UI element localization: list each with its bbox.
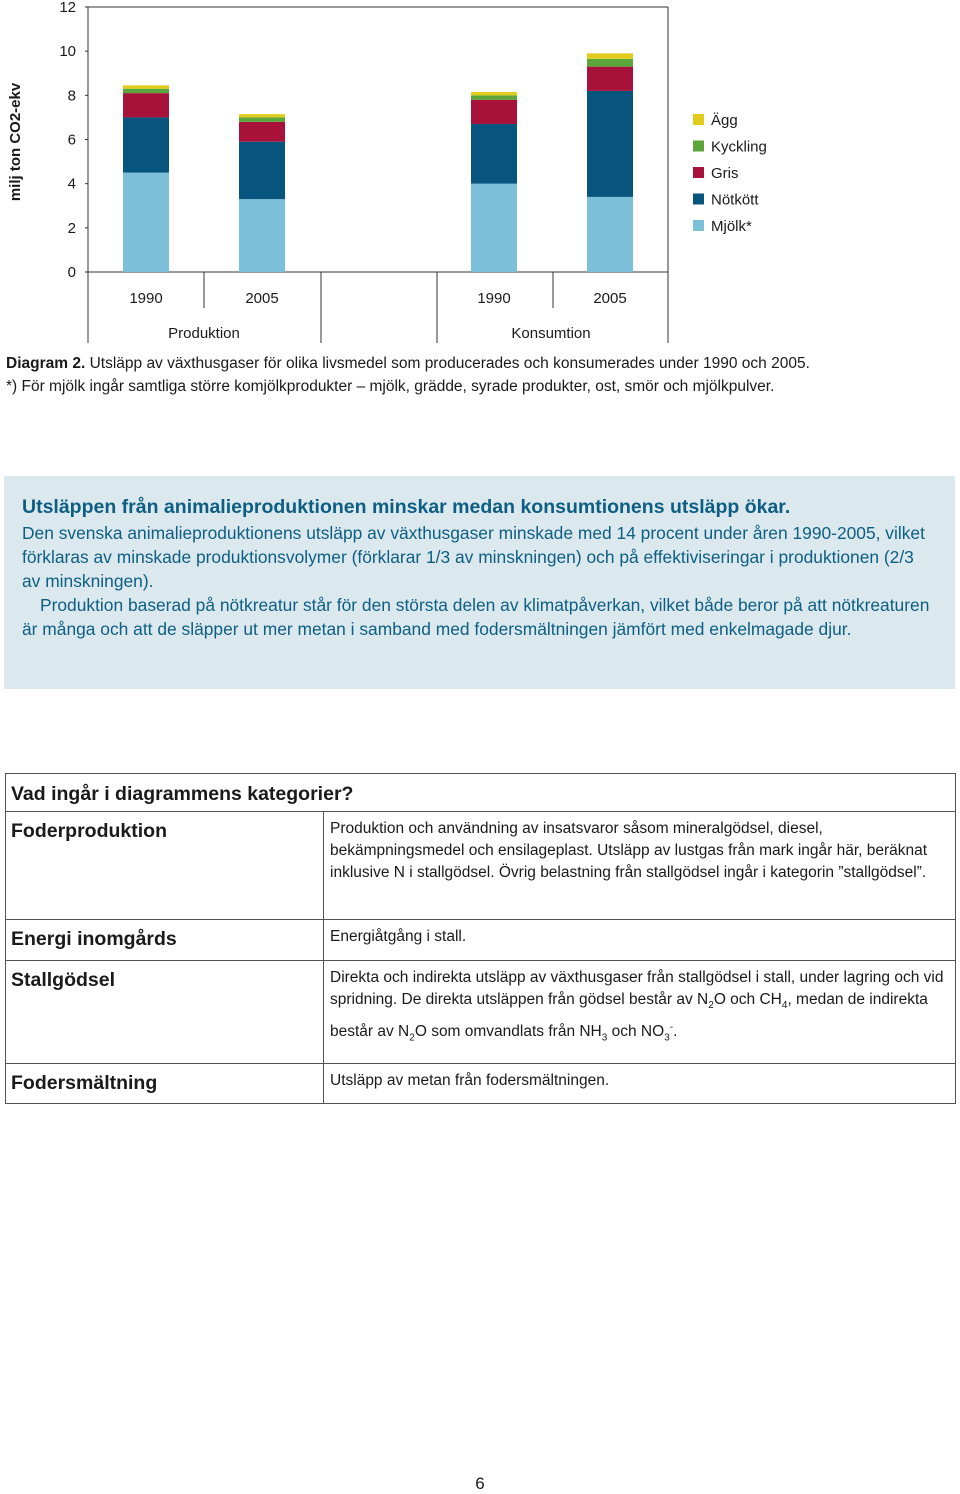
- bar-segment: [239, 199, 285, 272]
- category-description: Energiåtgång i stall.: [324, 920, 956, 961]
- subscript: 4: [781, 1000, 788, 1012]
- y-tick-label: 12: [59, 0, 76, 16]
- caption-label: Diagram 2.: [6, 355, 86, 372]
- subscript: 2: [708, 1000, 714, 1012]
- info-heading: Utsläppen från animalieproduktionen minskar medan konsumtionens utsläpp ökar.: [22, 496, 791, 518]
- table-title: Vad ingår i diagrammens kategorier?: [6, 774, 956, 812]
- emissions-chart: [0, 0, 960, 350]
- table-row: [6, 920, 956, 961]
- chart-legend: [693, 112, 767, 235]
- desc-text: , medan de indirekta består av N: [330, 991, 928, 1041]
- category-name: Energi inomgårds: [6, 920, 324, 961]
- subscript: 3: [601, 1032, 608, 1044]
- y-tick-label: 4: [67, 175, 76, 193]
- info-box: [4, 476, 955, 689]
- desc-text: och NO: [607, 1023, 665, 1041]
- legend-swatch: [693, 114, 704, 125]
- legend-label: Nötkött: [711, 191, 759, 209]
- legend-swatch: [693, 194, 704, 205]
- legend-swatch: [693, 220, 704, 231]
- x-tick-label: 2005: [593, 290, 627, 307]
- desc-text: O som omvandlats från NH: [414, 1023, 602, 1041]
- bar-segment: [587, 67, 633, 91]
- desc-text: Direkta och indirekta utsläpp av växthusgaser från stallgödsel i stall, under lagring och vid spridning. De direkta utsläppen från gödsel består av N: [330, 969, 944, 1008]
- bar-segment: [239, 114, 285, 117]
- bar-segment: [239, 142, 285, 199]
- legend-label: Mjölk*: [711, 218, 752, 235]
- y-tick-label: 10: [59, 43, 76, 61]
- table-row: [6, 1064, 956, 1104]
- page-number: 6: [475, 1474, 485, 1493]
- x-tick-label: 1990: [477, 290, 511, 307]
- bar-segment: [471, 124, 517, 184]
- bar-segment: [123, 173, 169, 272]
- figure-caption: [6, 352, 956, 398]
- bar-segment: [587, 59, 633, 67]
- x-tick-label: 2005: [245, 290, 279, 307]
- caption-line-1: Utsläpp av växthusgaser för olika livsmedel som producerades och konsumerades under 1990 och 2005.: [89, 355, 810, 372]
- table-row: [6, 961, 956, 1064]
- bar-segment: [123, 117, 169, 172]
- bar-segment: [471, 92, 517, 95]
- desc-text: O och CH: [713, 991, 782, 1008]
- superscript: -: [669, 1022, 674, 1034]
- category-name: Stallgödsel: [6, 961, 324, 1064]
- legend-label: Kyckling: [711, 138, 767, 156]
- y-tick-label: 8: [67, 87, 76, 105]
- bar-segment: [587, 53, 633, 59]
- subscript: 3: [664, 1032, 670, 1044]
- bar-segment: [239, 122, 285, 142]
- category-name: Foderproduktion: [6, 812, 324, 920]
- y-tick-label: 0: [67, 264, 76, 281]
- legend-label: Ägg: [711, 112, 738, 129]
- table-title-row: [6, 774, 956, 812]
- category-description: Produktion och användning av insatsvaror såsom mineralgödsel, diesel, bekämpningsmedel och ensilageplast. Utsläpp av lustgas från mark ingår här, beräknat inklusive N i stallgödsel. Övrig belastning från stallgödsel ingår i kategorin ”stallgödsel”.: [324, 812, 956, 920]
- info-paragraph-2: Produktion baserad på nötkreatur står för den största delen av klimatpåverkan, vilket både beror på att nötkreaturen är många och att de släpper ut mer metan i samband med fodersmältningen jämfört med enkelmagade djur.: [22, 595, 930, 639]
- bar-segment: [587, 91, 633, 197]
- bar-segment: [471, 95, 517, 99]
- categories-table: [5, 773, 956, 1104]
- bar-segment: [471, 100, 517, 124]
- subscript: 2: [409, 1032, 415, 1044]
- desc-text: .: [673, 1023, 678, 1041]
- table-row: [6, 812, 956, 920]
- chart-frame: [88, 7, 668, 343]
- chart-bars: [123, 53, 633, 272]
- x-tick-label: 1990: [129, 290, 163, 307]
- y-tick-label: 6: [67, 131, 76, 149]
- y-axis-ticks: [59, 0, 88, 281]
- legend-swatch: [693, 141, 704, 152]
- bar-segment: [587, 197, 633, 272]
- bar-segment: [239, 117, 285, 121]
- bar-segment: [123, 85, 169, 88]
- caption-line-2: *) För mjölk ingår samtliga större komjölkprodukter – mjölk, grädde, syrade produkter, ost, smör och mjölkpulver.: [6, 378, 775, 395]
- legend-label: Gris: [711, 165, 739, 182]
- legend-swatch: [693, 167, 704, 178]
- category-name: Fodersmältning: [6, 1064, 324, 1104]
- bar-segment: [471, 184, 517, 272]
- x-group-label: Produktion: [168, 325, 240, 342]
- info-paragraph-1: Den svenska animalieproduktionens utsläpp av växthusgaser minskade med 14 procent under åren 1990-2005, vilket förklaras av minskade produktionsvolymer (förklarar 1/3 av minskningen) och på effektiviseringar i produktionen (2/3 av minskningen).: [22, 523, 925, 591]
- bar-segment: [123, 93, 169, 117]
- y-tick-label: 2: [67, 219, 76, 237]
- category-description: Utsläpp av metan från fodersmältningen.: [324, 1064, 956, 1104]
- category-description: [324, 961, 956, 1064]
- x-group-label: Konsumtion: [511, 325, 591, 342]
- y-axis-label: milj ton CO2-ekv: [7, 82, 24, 202]
- bar-segment: [123, 89, 169, 93]
